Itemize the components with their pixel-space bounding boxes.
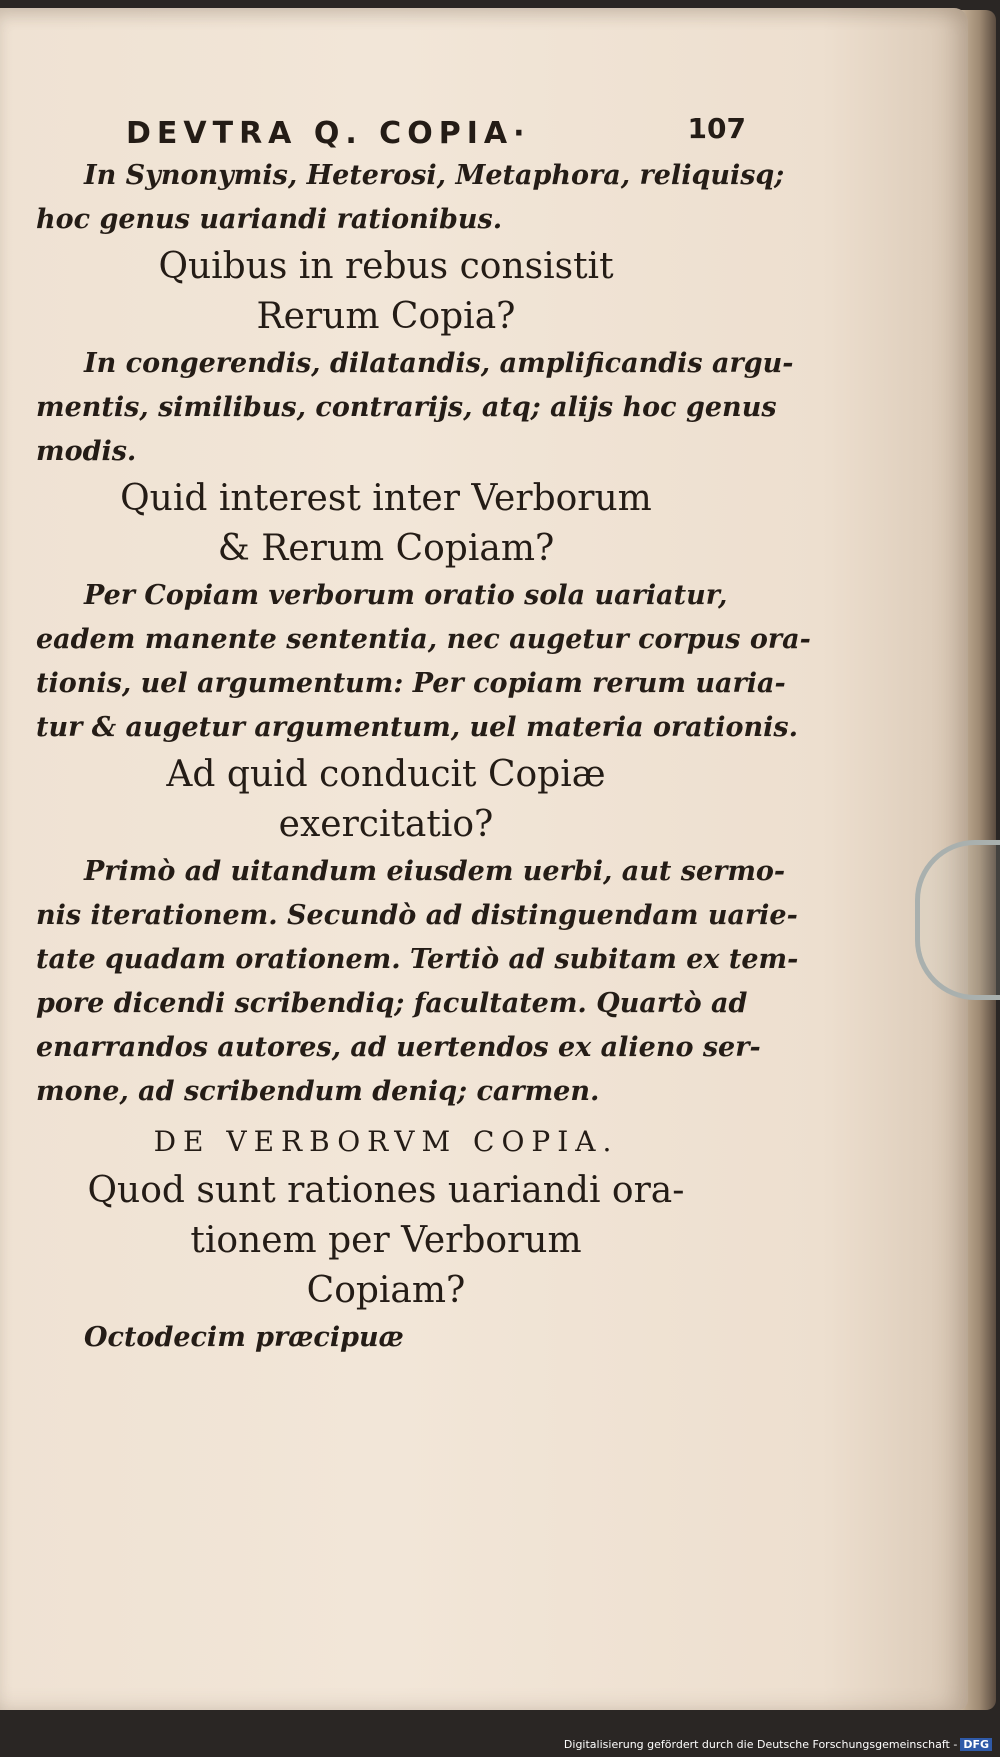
answer-exercitatio: [36, 850, 799, 1114]
text-line: mentis, similibus, contrarijs, atq; alijs hoc genus: [36, 392, 777, 423]
page-text: [36, 110, 811, 1360]
running-head-title: DEVTRA Q. COPIA·: [126, 116, 531, 151]
question-heading-rationes: [36, 1166, 736, 1316]
text-line: pore dicendi scribendiq; facultatem. Quartò ad: [36, 988, 748, 1019]
text-line: Octodecim præcipuæ: [84, 1322, 404, 1353]
heading-line: Rerum Copia?: [256, 296, 516, 337]
digitization-credit: [564, 1738, 992, 1751]
heading-line: DE VERBORVM COPIA.: [153, 1125, 619, 1158]
text-line: Primò ad uitandum eiusdem uerbi, aut sermo-: [84, 856, 786, 887]
heading-line: exercitatio?: [278, 804, 494, 845]
heading-line: Ad quid conducit Copiæ: [166, 754, 606, 795]
heading-line: Quod sunt rationes uariandi ora-: [87, 1170, 685, 1211]
text-line: mone, ad scribendum deniq; carmen.: [36, 1076, 600, 1107]
question-heading-interest: [36, 474, 736, 574]
question-heading-exercitatio: [36, 750, 736, 850]
credit-text: Digitalisierung gefördert durch die Deutsche Forschungsgemeinschaft -: [563, 1738, 958, 1751]
text-line: hoc genus uariandi rationibus.: [36, 204, 503, 235]
text-line: tur & augetur argumentum, uel materia orationis.: [36, 712, 798, 743]
answer-interest: [36, 574, 811, 750]
text-line: eadem manente sententia, nec augetur corpus ora-: [36, 624, 811, 655]
page-clip: [915, 840, 1000, 1000]
text-block-synonymis: [36, 154, 785, 242]
text-line: In Synonymis, Heterosi, Metaphora, reliquisq;: [84, 160, 785, 191]
heading-line: Quid interest inter Verborum: [120, 478, 652, 519]
page-number: 107: [687, 112, 746, 145]
answer-rerum-copia: [36, 342, 794, 474]
heading-line: Copiam?: [306, 1270, 466, 1311]
text-line: tionis, uel argumentum: Per copiam rerum uaria-: [36, 668, 786, 699]
heading-line: Quibus in rebus consistit: [158, 246, 614, 287]
text-line: tate quadam orationem. Tertiò ad subitam ex tem-: [36, 944, 799, 975]
text-line: modis.: [36, 436, 137, 467]
heading-line: & Rerum Copiam?: [217, 528, 555, 569]
question-heading-rerum-copia: [36, 242, 736, 342]
running-head: [36, 110, 746, 154]
text-line: enarrandos autores, ad uertendos ex alieno ser-: [36, 1032, 761, 1063]
answer-rationes: [36, 1316, 736, 1360]
dfg-logo: DFG: [960, 1738, 992, 1751]
text-line: nis iterationem. Secundò ad distinguendam uarie-: [36, 900, 798, 931]
section-heading-verborum-copia: [36, 1118, 736, 1166]
text-line: Per Copiam verborum oratio sola uariatur,: [84, 580, 728, 611]
heading-line: tionem per Verborum: [190, 1220, 582, 1261]
text-line: In congerendis, dilatandis, amplificandis argu-: [84, 348, 794, 379]
